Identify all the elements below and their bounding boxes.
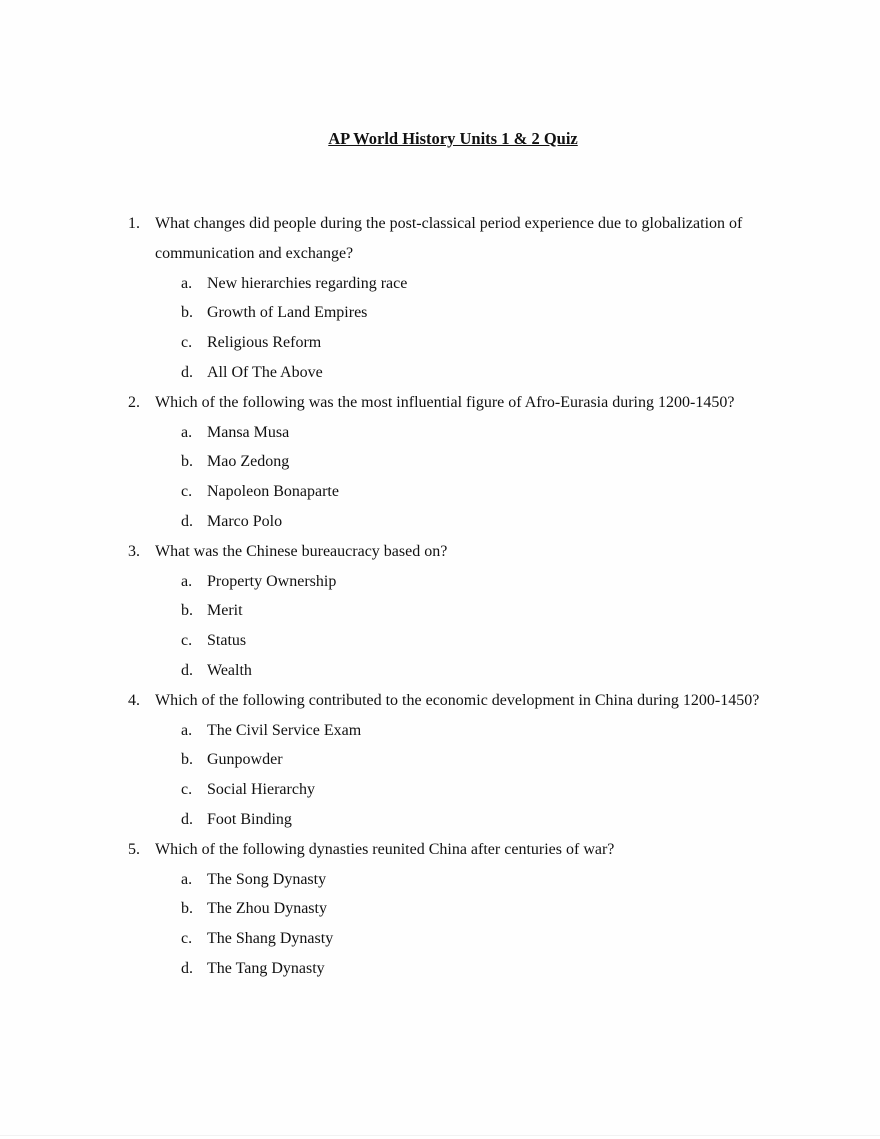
answer-option	[0, 358, 880, 388]
option-letter: c.	[181, 781, 193, 799]
answer-option	[0, 418, 880, 448]
option-text: Wealth	[207, 661, 252, 679]
option-text: Status	[207, 632, 247, 650]
option-text: All Of The Above	[207, 363, 323, 381]
option-text: Napoleon Bonaparte	[207, 483, 339, 501]
option-text: Gunpowder	[207, 751, 283, 769]
answer-option	[0, 328, 880, 358]
answer-option	[0, 447, 880, 477]
answer-option	[0, 775, 880, 805]
answer-option	[0, 656, 880, 686]
option-letter: a.	[181, 870, 193, 888]
quiz-title: AP World History Units 1 & 2 Quiz	[328, 129, 578, 148]
answer-option	[0, 954, 880, 984]
option-text: Mao Zedong	[207, 453, 290, 471]
option-text: Social Hierarchy	[207, 781, 315, 799]
answer-option	[0, 716, 880, 746]
option-letter: c.	[181, 334, 193, 352]
option-letter: d.	[181, 959, 193, 977]
question-number: 5.	[128, 840, 140, 858]
question-list	[0, 209, 880, 984]
option-text: Property Ownership	[207, 572, 337, 590]
question-item	[0, 209, 880, 388]
answer-option	[0, 805, 880, 835]
option-text: The Song Dynasty	[207, 870, 327, 888]
question-text: Which of the following contributed to the economic development in China during 1200-1450?	[155, 691, 760, 709]
option-text: Mansa Musa	[207, 423, 290, 441]
answer-option	[0, 865, 880, 895]
option-letter: d.	[181, 363, 193, 381]
answer-option	[0, 626, 880, 656]
question-number: 4.	[128, 691, 140, 709]
option-letter: c.	[181, 930, 193, 948]
option-letter: a.	[181, 274, 193, 292]
question-text: Which of the following dynasties reunited China after centuries of war?	[155, 840, 615, 858]
question-item	[0, 388, 880, 537]
answer-option	[0, 507, 880, 537]
question-item	[0, 537, 880, 686]
option-text: The Zhou Dynasty	[207, 900, 327, 918]
option-letter: b.	[181, 453, 193, 471]
option-letter: d.	[181, 661, 193, 679]
question-text: What changes did people during the post-classical period experience due to globalization of communication and exchange?	[155, 215, 743, 262]
option-text: Growth of Land Empires	[207, 304, 368, 322]
option-text: The Tang Dynasty	[207, 959, 325, 977]
answer-option	[0, 745, 880, 775]
option-text: The Shang Dynasty	[207, 930, 334, 948]
option-letter: b.	[181, 751, 193, 769]
answer-option	[0, 298, 880, 328]
answer-option	[0, 269, 880, 299]
option-text: Marco Polo	[207, 512, 283, 530]
option-text: Religious Reform	[207, 334, 322, 352]
option-letter: b.	[181, 304, 193, 322]
question-number: 1.	[128, 215, 140, 232]
answer-option	[0, 567, 880, 597]
option-letter: a.	[181, 721, 193, 739]
option-letter: c.	[181, 632, 193, 650]
option-letter: b.	[181, 602, 193, 620]
option-letter: a.	[181, 572, 193, 590]
question-text: What was the Chinese bureaucracy based on?	[155, 542, 448, 560]
option-letter: b.	[181, 900, 193, 918]
question-number: 2.	[128, 393, 140, 411]
answer-option	[0, 596, 880, 626]
question-text: Which of the following was the most influential figure of Afro-Eurasia during 1200-1450?	[155, 393, 735, 411]
question-item	[0, 686, 880, 835]
option-text: The Civil Service Exam	[207, 721, 362, 739]
answer-option	[0, 477, 880, 507]
option-letter: d.	[181, 810, 193, 828]
option-letter: d.	[181, 512, 193, 530]
option-letter: a.	[181, 423, 193, 441]
question-item	[0, 835, 880, 984]
answer-option	[0, 924, 880, 954]
option-text: Merit	[207, 602, 243, 620]
answer-option	[0, 894, 880, 924]
option-letter: c.	[181, 483, 193, 501]
question-number: 3.	[128, 542, 140, 560]
option-text: New hierarchies regarding race	[207, 274, 408, 292]
option-text: Foot Binding	[207, 810, 292, 828]
